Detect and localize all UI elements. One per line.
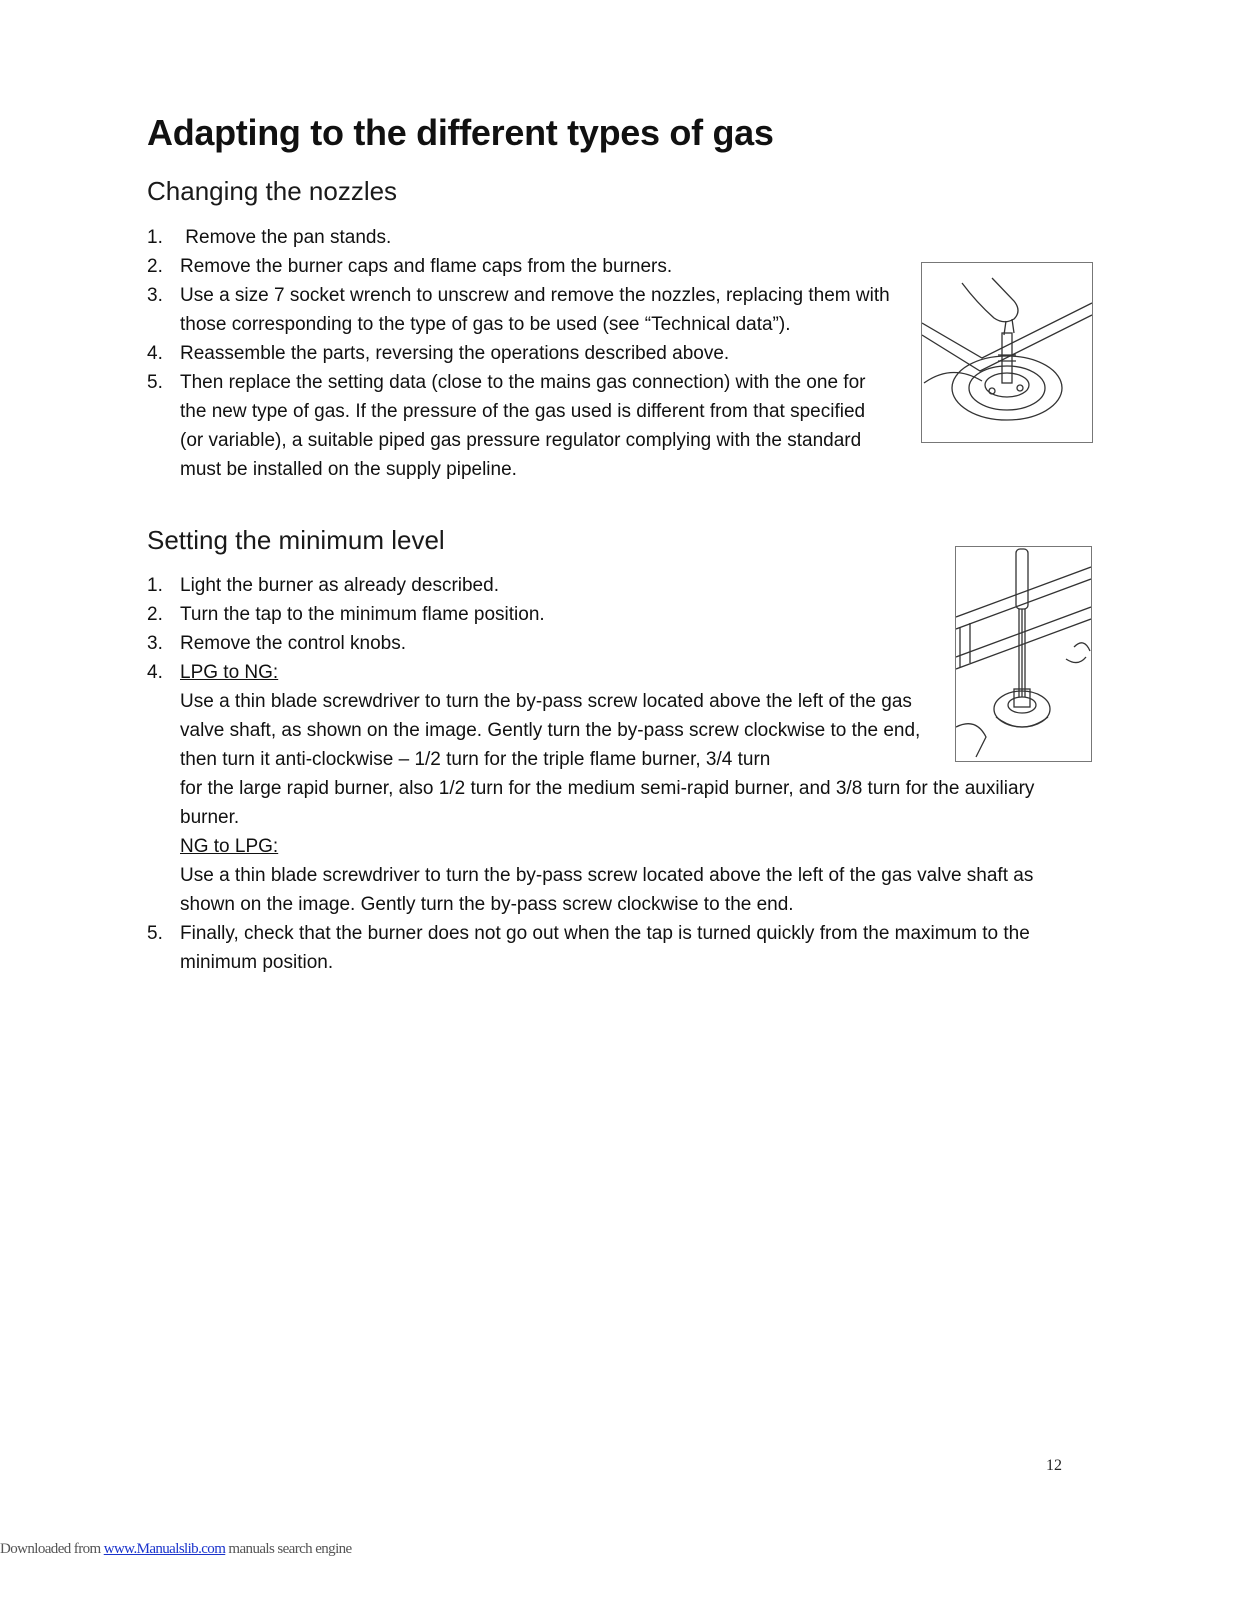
lpg-to-ng-instructions-continued: for the large rapid burner, also 1/2 turn for the medium semi-rapid burner, and 3/8 turn for the auxiliary burner.	[180, 778, 1035, 828]
nozzle-wrench-icon	[922, 263, 1092, 442]
step-text: Light the burner as already described.	[180, 575, 499, 596]
list-item	[147, 223, 907, 252]
lpg-to-ng-instructions: Use a thin blade screwdriver to turn the by-pass screw located above the left of the gas valve shaft, as shown on the image. Gently turn the by-pass screw clockwise to the end, then turn it anti-clockwise – 1/2 turn for the triple flame burner, 3/4 turn	[180, 691, 921, 770]
nozzle-wrench-illustration	[921, 262, 1093, 443]
step-number: 3.	[147, 633, 163, 654]
step-number: 5.	[147, 372, 163, 393]
step-text: Finally, check that the burner does not go out when the tap is turned quickly from the maximum to the minimum position.	[180, 923, 1030, 973]
nozzle-steps-list	[147, 223, 907, 484]
footer-suffix: manuals search engine	[225, 1541, 352, 1557]
footer-prefix: Downloaded from	[0, 1541, 104, 1557]
list-item	[147, 658, 1077, 919]
list-item	[147, 339, 907, 368]
ng-to-lpg-label: NG to LPG:	[180, 836, 279, 857]
bypass-screwdriver-icon	[956, 547, 1091, 761]
step-number: 4.	[147, 662, 163, 683]
step-number: 1.	[147, 227, 163, 248]
lpg-to-ng-label: LPG to NG:	[180, 662, 279, 683]
step-text: Remove the pan stands.	[180, 227, 392, 248]
step-text: Then replace the setting data (close to the mains gas connection) with the one for the new type of gas. If the pressure of the gas used is different from that specified (or variable), a suitable piped gas pressure regulator complying with the standard must be installed on the supply pipeline.	[180, 372, 866, 480]
step-text: Reassemble the parts, reversing the operations described above.	[180, 343, 730, 364]
list-item	[147, 571, 1077, 600]
step-text: Remove the control knobs.	[180, 633, 407, 654]
step-number: 2.	[147, 604, 163, 625]
step-number: 3.	[147, 285, 163, 306]
list-item	[147, 281, 907, 339]
step-number: 4.	[147, 343, 163, 364]
page-number: 12	[1046, 1457, 1062, 1474]
list-item	[147, 600, 1077, 629]
step-number: 1.	[147, 575, 163, 596]
download-footer	[0, 1541, 352, 1558]
list-item	[147, 252, 907, 281]
minimum-level-steps-list	[147, 571, 1077, 977]
list-item	[147, 629, 1077, 658]
section-heading-minimum-level: Setting the minimum level	[147, 525, 445, 555]
step-text: Use a size 7 socket wrench to unscrew and remove the nozzles, replacing them with those corresponding to the type of gas to be used (see “Technical data”).	[180, 285, 890, 335]
section-heading-changing-nozzles: Changing the nozzles	[147, 176, 398, 206]
step-text: Remove the burner caps and flame caps from the burners.	[180, 256, 673, 277]
bypass-screwdriver-illustration	[955, 546, 1092, 762]
list-item	[147, 919, 1077, 977]
manualslib-link[interactable]: www.Manualslib.com	[103, 1541, 226, 1557]
step-text: Turn the tap to the minimum flame position.	[180, 604, 545, 625]
step-number: 5.	[147, 923, 163, 944]
ng-to-lpg-instructions: Use a thin blade screwdriver to turn the by-pass screw located above the left of the gas valve shaft as shown on the image. Gently turn the by-pass screw clockwise to the end.	[180, 865, 1034, 915]
page-title: Adapting to the different types of gas	[147, 112, 774, 153]
list-item	[147, 368, 907, 484]
step-number: 2.	[147, 256, 163, 277]
